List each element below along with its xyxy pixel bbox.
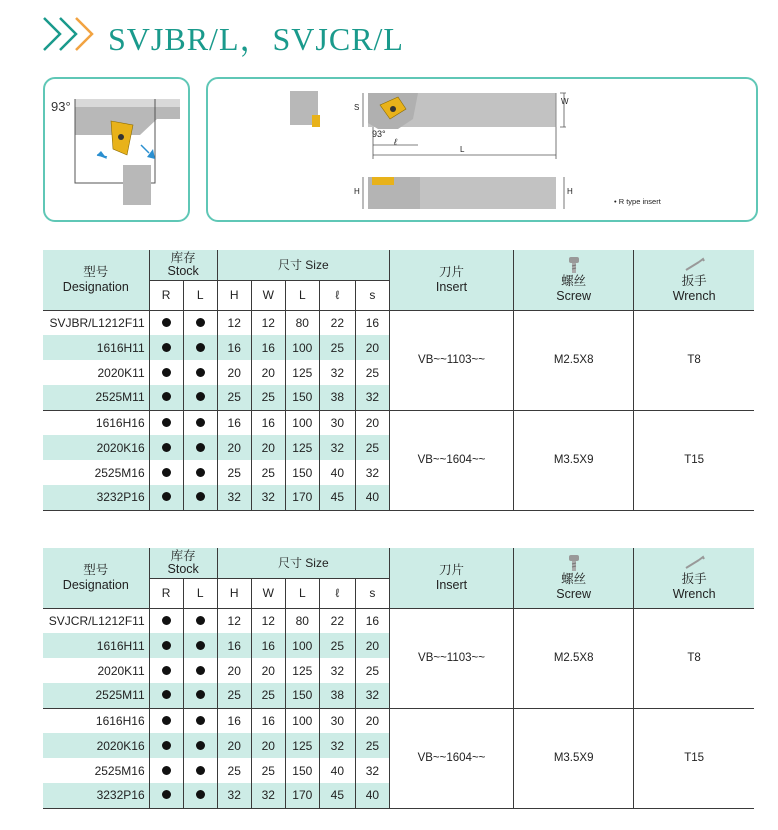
size-header: 尺寸 Size xyxy=(217,250,389,280)
title-chevrons-icon xyxy=(40,14,102,59)
dim-h-right-label: H xyxy=(567,187,573,196)
table-row xyxy=(43,608,754,633)
dim-L-label: L xyxy=(460,145,465,154)
angle-label: 93° xyxy=(51,99,71,114)
table-row xyxy=(43,310,754,335)
size-l-cell: 22 xyxy=(319,310,355,335)
size-l-cell: 32 xyxy=(319,435,355,460)
size-h-cell: 25 xyxy=(217,460,251,485)
size-l-cell: 45 xyxy=(319,783,355,808)
sub-header-cell: L xyxy=(285,280,319,310)
sub-header-cell: H xyxy=(217,578,251,608)
size-s-cell: 40 xyxy=(355,783,389,808)
size-w-cell: 20 xyxy=(251,658,285,683)
stock-l-cell xyxy=(183,633,217,658)
size-h-cell: 20 xyxy=(217,658,251,683)
stock-r-cell xyxy=(149,758,183,783)
stock-r-cell xyxy=(149,633,183,658)
stock-r-cell xyxy=(149,360,183,385)
sub-header-cell: W xyxy=(251,578,285,608)
size-l-cell: 80 xyxy=(285,310,319,335)
size-l-cell: 30 xyxy=(319,410,355,435)
designation-cell: 1616H16 xyxy=(43,410,149,435)
designation-cell: 2525M16 xyxy=(43,460,149,485)
specification-table-svjc xyxy=(43,548,754,809)
wrench-cell: T8 xyxy=(634,608,754,708)
size-s-cell: 32 xyxy=(355,385,389,410)
in-stock-dot-icon xyxy=(196,741,205,750)
size-l-cell: 25 xyxy=(319,335,355,360)
dim-angle-label: 93° xyxy=(372,129,386,139)
size-l-cell: 150 xyxy=(285,385,319,410)
size-h-cell: 32 xyxy=(217,783,251,808)
in-stock-dot-icon xyxy=(162,492,171,501)
sub-header-cell: H xyxy=(217,280,251,310)
in-stock-dot-icon xyxy=(196,368,205,377)
size-s-cell: 25 xyxy=(355,435,389,460)
screw-cell: M3.5X9 xyxy=(514,410,634,510)
size-s-cell: 32 xyxy=(355,460,389,485)
size-w-cell: 32 xyxy=(251,485,285,510)
dim-w-label: W xyxy=(561,97,569,106)
size-w-cell: 20 xyxy=(251,435,285,460)
size-l-cell: 80 xyxy=(285,608,319,633)
size-l-cell: 32 xyxy=(319,360,355,385)
designation-cell: SVJCR/L1212F11 xyxy=(43,608,149,633)
size-l-cell: 40 xyxy=(319,460,355,485)
designation-cell: 2020K11 xyxy=(43,360,149,385)
size-l-cell: 170 xyxy=(285,485,319,510)
sub-header-cell: L xyxy=(285,578,319,608)
size-l-cell: 125 xyxy=(285,435,319,460)
size-w-cell: 16 xyxy=(251,633,285,658)
screw-header: 螺丝 Screw xyxy=(514,548,634,608)
designation-header: 型号 Designation xyxy=(43,250,149,310)
insert-header: 刀片 Insert xyxy=(389,548,513,608)
designation-cell: SVJBR/L1212F11 xyxy=(43,310,149,335)
in-stock-dot-icon xyxy=(196,616,205,625)
size-l-cell: 38 xyxy=(319,385,355,410)
size-s-cell: 25 xyxy=(355,658,389,683)
size-h-cell: 20 xyxy=(217,733,251,758)
wrench-cell: T15 xyxy=(634,708,754,808)
size-w-cell: 16 xyxy=(251,410,285,435)
in-stock-dot-icon xyxy=(196,443,205,452)
sub-header-cell: R xyxy=(149,578,183,608)
in-stock-dot-icon xyxy=(196,343,205,352)
angle-diagram-panel xyxy=(43,77,190,222)
size-s-cell: 16 xyxy=(355,310,389,335)
size-l-cell: 125 xyxy=(285,658,319,683)
size-l-cell: 38 xyxy=(319,683,355,708)
stock-r-cell xyxy=(149,683,183,708)
size-h-cell: 16 xyxy=(217,633,251,658)
size-s-cell: 20 xyxy=(355,708,389,733)
sub-header-cell: ℓ xyxy=(319,280,355,310)
in-stock-dot-icon xyxy=(196,392,205,401)
stock-r-cell xyxy=(149,708,183,733)
size-w-cell: 25 xyxy=(251,683,285,708)
size-h-cell: 16 xyxy=(217,335,251,360)
size-w-cell: 12 xyxy=(251,608,285,633)
size-s-cell: 20 xyxy=(355,335,389,360)
in-stock-dot-icon xyxy=(162,392,171,401)
size-w-cell: 12 xyxy=(251,310,285,335)
stock-l-cell xyxy=(183,485,217,510)
size-l-cell: 125 xyxy=(285,360,319,385)
size-w-cell: 16 xyxy=(251,335,285,360)
designation-cell: 1616H16 xyxy=(43,708,149,733)
stock-r-cell xyxy=(149,435,183,460)
designation-cell: 2525M16 xyxy=(43,758,149,783)
size-l-cell: 30 xyxy=(319,708,355,733)
in-stock-dot-icon xyxy=(196,790,205,799)
screw-icon xyxy=(514,256,633,274)
size-w-cell: 20 xyxy=(251,733,285,758)
sub-header-cell: R xyxy=(149,280,183,310)
stock-r-cell xyxy=(149,733,183,758)
designation-cell: 3232P16 xyxy=(43,783,149,808)
torx-wrench-icon xyxy=(634,554,754,572)
designation-cell: 2020K11 xyxy=(43,658,149,683)
size-h-cell: 32 xyxy=(217,485,251,510)
stock-r-cell xyxy=(149,783,183,808)
designation-cell: 3232P16 xyxy=(43,485,149,510)
size-l-cell: 100 xyxy=(285,633,319,658)
specification-table-svjb xyxy=(43,250,754,511)
in-stock-dot-icon xyxy=(162,666,171,675)
page-title: SVJBR/L，SVJCR/L xyxy=(108,21,404,57)
in-stock-dot-icon xyxy=(162,418,171,427)
stock-r-cell xyxy=(149,460,183,485)
stock-l-cell xyxy=(183,658,217,683)
size-h-cell: 25 xyxy=(217,385,251,410)
stock-r-cell xyxy=(149,310,183,335)
size-s-cell: 32 xyxy=(355,683,389,708)
wrench-header: 扳手 Wrench xyxy=(634,250,754,310)
designation-header: 型号 Designation xyxy=(43,548,149,608)
size-l-cell: 100 xyxy=(285,708,319,733)
size-h-cell: 16 xyxy=(217,410,251,435)
dim-s-label: S xyxy=(354,103,360,112)
size-l-cell: 150 xyxy=(285,460,319,485)
size-s-cell: 25 xyxy=(355,360,389,385)
size-w-cell: 32 xyxy=(251,783,285,808)
stock-header: 库存 Stock xyxy=(149,250,217,280)
size-s-cell: 40 xyxy=(355,485,389,510)
size-l-cell: 25 xyxy=(319,633,355,658)
size-h-cell: 25 xyxy=(217,758,251,783)
dimension-diagram-panel xyxy=(206,77,758,222)
size-w-cell: 16 xyxy=(251,708,285,733)
stock-l-cell xyxy=(183,708,217,733)
size-s-cell: 20 xyxy=(355,410,389,435)
wrench-cell: T15 xyxy=(634,410,754,510)
in-stock-dot-icon xyxy=(162,716,171,725)
in-stock-dot-icon xyxy=(196,666,205,675)
size-l-cell: 45 xyxy=(319,485,355,510)
designation-cell: 1616H11 xyxy=(43,633,149,658)
stock-l-cell xyxy=(183,683,217,708)
size-l-cell: 40 xyxy=(319,758,355,783)
stock-l-cell xyxy=(183,733,217,758)
wrench-header: 扳手 Wrench xyxy=(634,548,754,608)
stock-r-cell xyxy=(149,335,183,360)
stock-l-cell xyxy=(183,758,217,783)
size-h-cell: 20 xyxy=(217,360,251,385)
stock-l-cell xyxy=(183,385,217,410)
size-l-cell: 100 xyxy=(285,335,319,360)
in-stock-dot-icon xyxy=(162,790,171,799)
dim-h-left-label: H xyxy=(354,187,360,196)
stock-l-cell xyxy=(183,783,217,808)
sub-header-cell: W xyxy=(251,280,285,310)
sub-header-cell: s xyxy=(355,578,389,608)
in-stock-dot-icon xyxy=(162,741,171,750)
table-row xyxy=(43,708,754,733)
in-stock-dot-icon xyxy=(162,368,171,377)
size-l-cell: 22 xyxy=(319,608,355,633)
stock-header: 库存 Stock xyxy=(149,548,217,578)
screw-cell: M2.5X8 xyxy=(514,310,634,410)
in-stock-dot-icon xyxy=(162,766,171,775)
in-stock-dot-icon xyxy=(196,318,205,327)
in-stock-dot-icon xyxy=(162,468,171,477)
in-stock-dot-icon xyxy=(196,492,205,501)
size-h-cell: 25 xyxy=(217,683,251,708)
size-s-cell: 20 xyxy=(355,633,389,658)
size-s-cell: 25 xyxy=(355,733,389,758)
screw-icon xyxy=(514,554,633,572)
in-stock-dot-icon xyxy=(196,468,205,477)
stock-l-cell xyxy=(183,435,217,460)
wrench-cell: T8 xyxy=(634,310,754,410)
size-h-cell: 20 xyxy=(217,435,251,460)
stock-l-cell xyxy=(183,335,217,360)
stock-l-cell xyxy=(183,410,217,435)
in-stock-dot-icon xyxy=(196,641,205,650)
designation-cell: 2020K16 xyxy=(43,733,149,758)
stock-l-cell xyxy=(183,460,217,485)
stock-r-cell xyxy=(149,385,183,410)
size-h-cell: 12 xyxy=(217,310,251,335)
in-stock-dot-icon xyxy=(162,318,171,327)
stock-r-cell xyxy=(149,410,183,435)
size-w-cell: 25 xyxy=(251,758,285,783)
insert-cell: VB~~1103~~ xyxy=(389,608,513,708)
insert-type-note: • R type insert xyxy=(614,197,661,206)
size-s-cell: 16 xyxy=(355,608,389,633)
table-row xyxy=(43,410,754,435)
insert-cell: VB~~1604~~ xyxy=(389,410,513,510)
sub-header-cell: L xyxy=(183,280,217,310)
size-h-cell: 12 xyxy=(217,608,251,633)
sub-header-cell: s xyxy=(355,280,389,310)
size-l-cell: 125 xyxy=(285,733,319,758)
screw-header: 螺丝 Screw xyxy=(514,250,634,310)
stock-l-cell xyxy=(183,608,217,633)
insert-cell: VB~~1103~~ xyxy=(389,310,513,410)
torx-wrench-icon xyxy=(634,256,754,274)
size-w-cell: 20 xyxy=(251,360,285,385)
designation-cell: 2020K16 xyxy=(43,435,149,460)
stock-r-cell xyxy=(149,485,183,510)
in-stock-dot-icon xyxy=(196,716,205,725)
size-l-cell: 32 xyxy=(319,658,355,683)
dim-l-small-label: ℓ xyxy=(394,137,397,147)
in-stock-dot-icon xyxy=(162,641,171,650)
size-w-cell: 25 xyxy=(251,460,285,485)
in-stock-dot-icon xyxy=(196,418,205,427)
stock-r-cell xyxy=(149,658,183,683)
size-h-cell: 16 xyxy=(217,708,251,733)
sub-header-cell: L xyxy=(183,578,217,608)
size-s-cell: 32 xyxy=(355,758,389,783)
size-header: 尺寸 Size xyxy=(217,548,389,578)
size-l-cell: 170 xyxy=(285,783,319,808)
stock-l-cell xyxy=(183,310,217,335)
in-stock-dot-icon xyxy=(162,690,171,699)
insert-header: 刀片 Insert xyxy=(389,250,513,310)
sub-header-cell: ℓ xyxy=(319,578,355,608)
in-stock-dot-icon xyxy=(162,443,171,452)
size-l-cell: 150 xyxy=(285,758,319,783)
size-l-cell: 32 xyxy=(319,733,355,758)
in-stock-dot-icon xyxy=(196,766,205,775)
designation-cell: 1616H11 xyxy=(43,335,149,360)
in-stock-dot-icon xyxy=(162,616,171,625)
stock-r-cell xyxy=(149,608,183,633)
size-w-cell: 25 xyxy=(251,385,285,410)
designation-cell: 2525M11 xyxy=(43,385,149,410)
screw-cell: M2.5X8 xyxy=(514,608,634,708)
size-l-cell: 100 xyxy=(285,410,319,435)
in-stock-dot-icon xyxy=(196,690,205,699)
insert-cell: VB~~1604~~ xyxy=(389,708,513,808)
designation-cell: 2525M11 xyxy=(43,683,149,708)
size-l-cell: 150 xyxy=(285,683,319,708)
in-stock-dot-icon xyxy=(162,343,171,352)
stock-l-cell xyxy=(183,360,217,385)
screw-cell: M3.5X9 xyxy=(514,708,634,808)
